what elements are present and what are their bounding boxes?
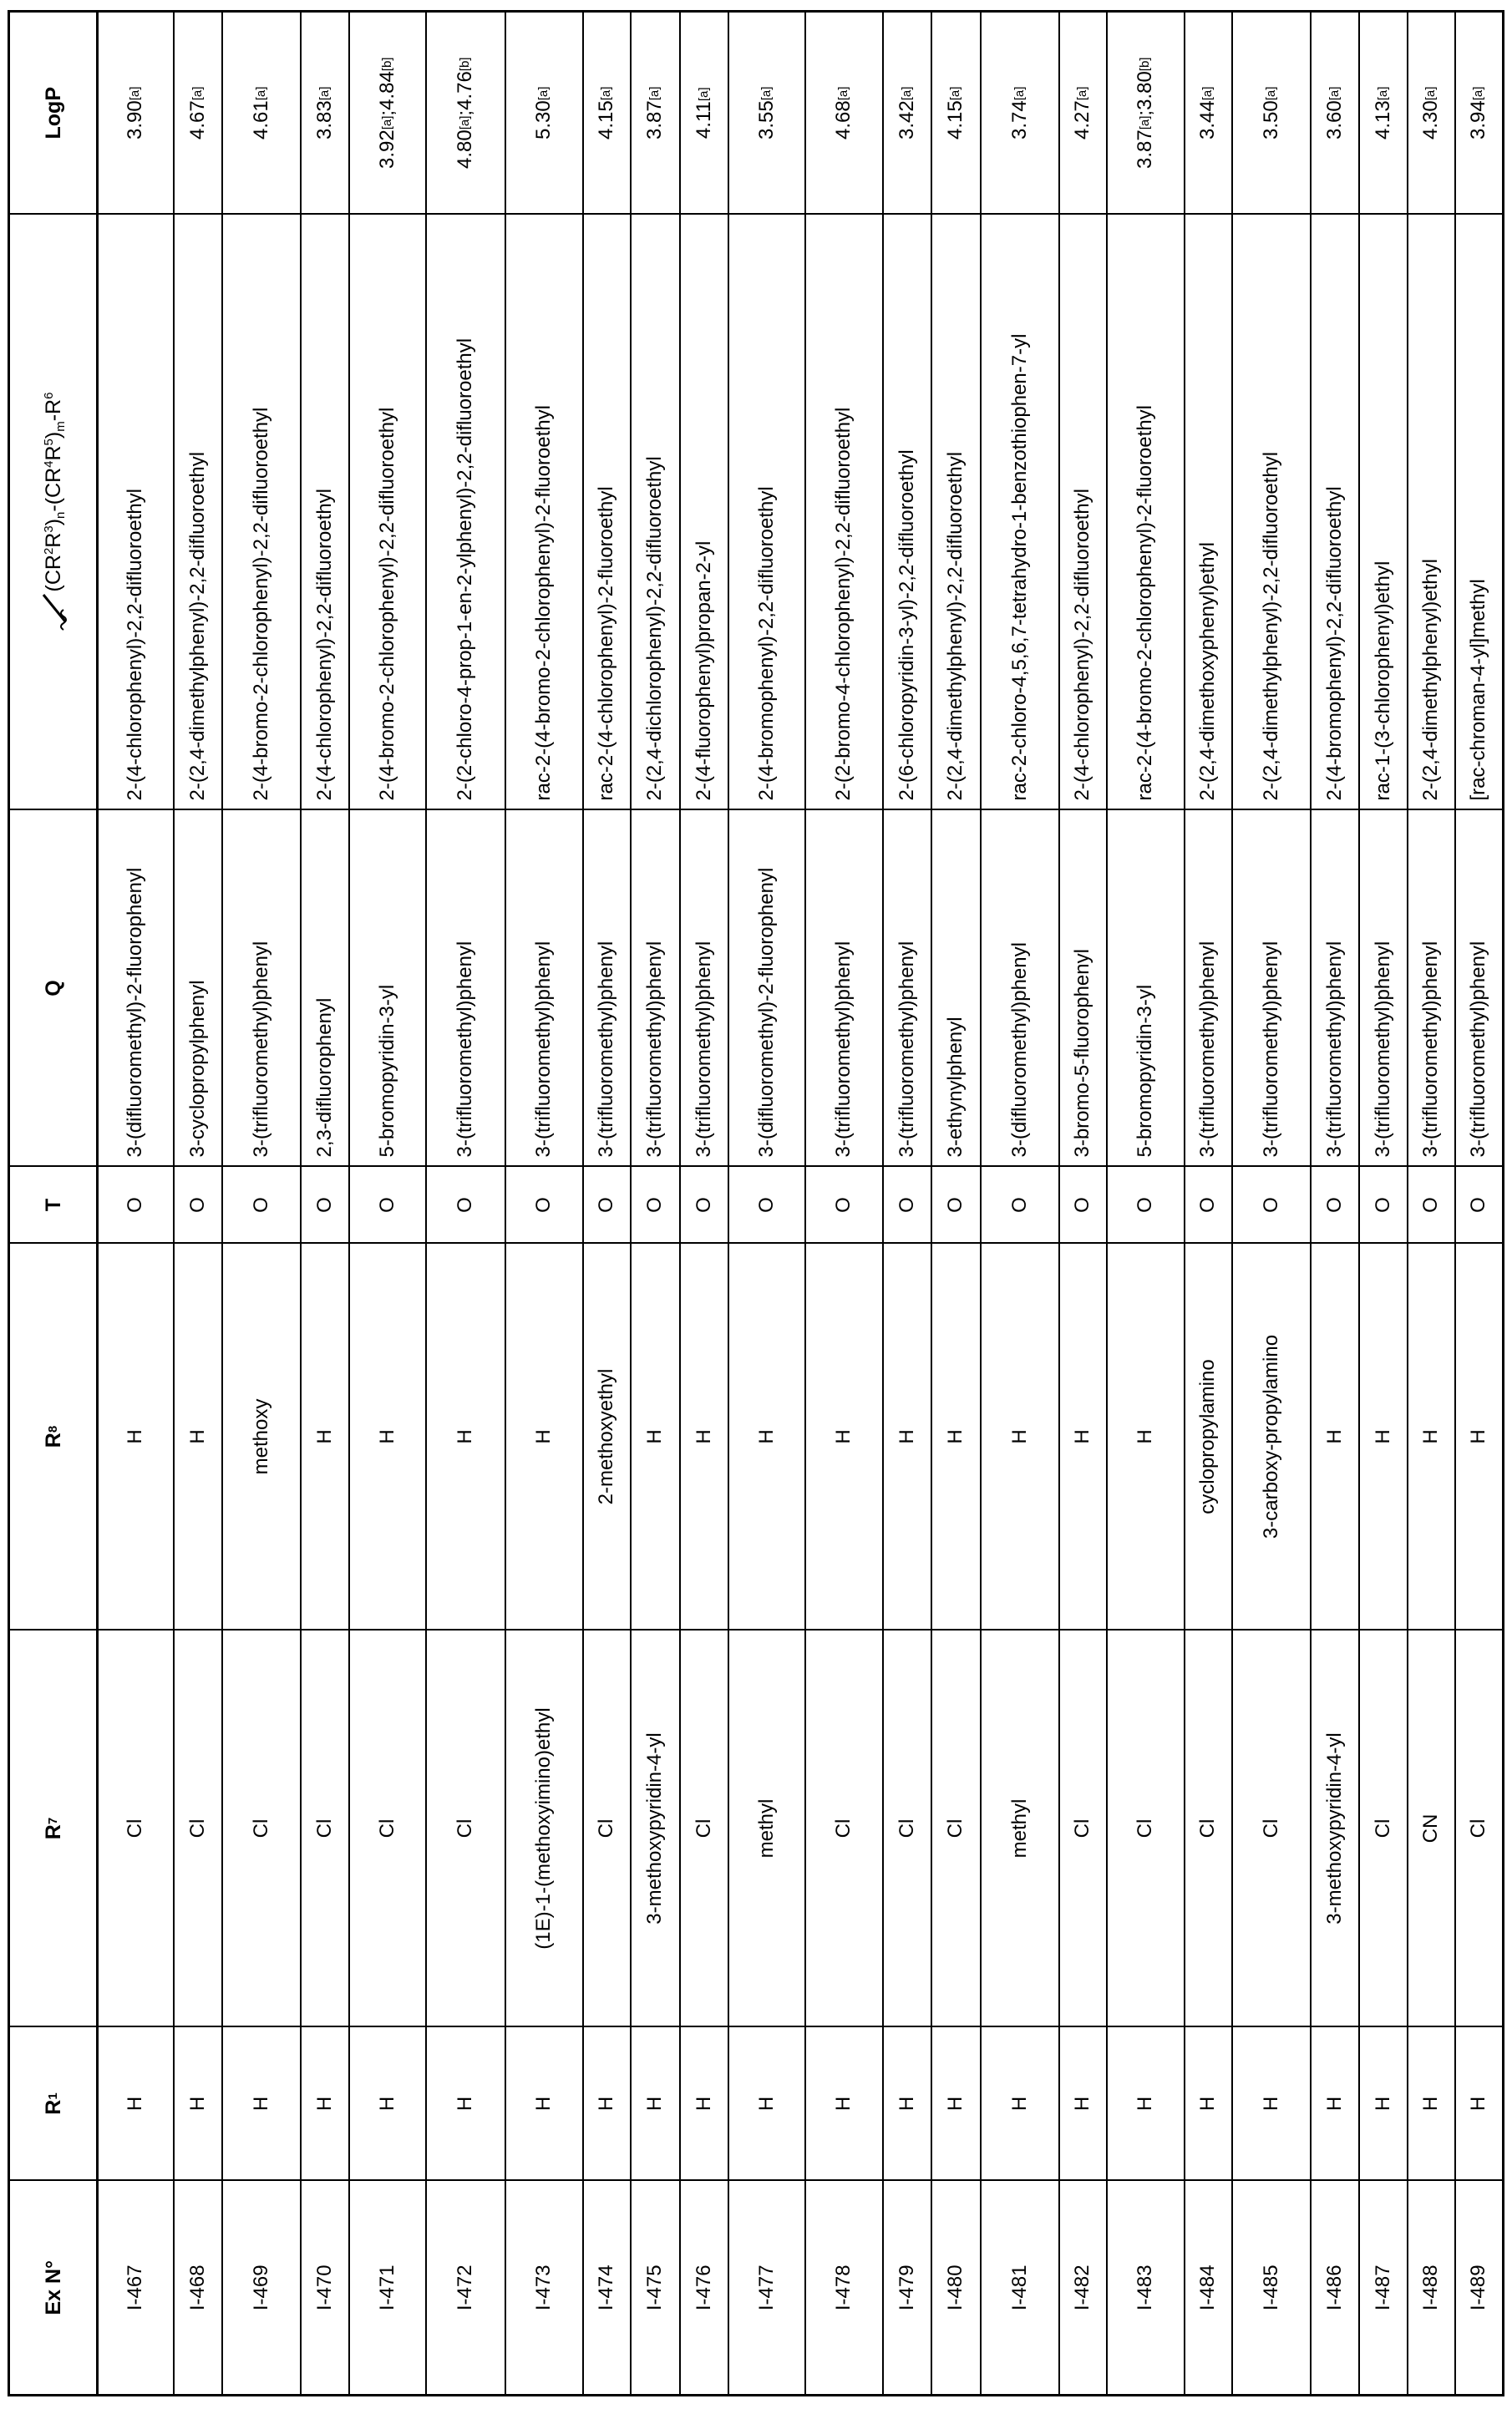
table-row <box>1455 12 1504 2396</box>
table-row <box>301 12 349 2396</box>
r7-cell: 3-methoxypyridin-4-yl <box>1311 1631 1359 2027</box>
logp-value: 5.30 <box>531 100 556 139</box>
t-cell: O <box>301 1167 349 1244</box>
r7-cell: methyl <box>981 1631 1059 2027</box>
r7-cell: Cl <box>174 1631 222 2027</box>
table-row <box>680 12 728 2396</box>
ex-cell: I-475 <box>631 2181 680 2396</box>
substituent-cell: 2-(4-bromophenyl)-2,2-difluoroethyl <box>1311 215 1359 810</box>
q-cell: 3-(trifluoromethyl)phenyl <box>1455 810 1504 1167</box>
header-substituent <box>9 215 98 810</box>
q-cell: 3-(trifluoromethyl)phenyl <box>805 810 883 1167</box>
logp-cell: 5.30 [a] <box>505 12 583 215</box>
r8-cell: H <box>1059 1244 1107 1631</box>
q-cell: 3-(trifluoromethyl)phenyl <box>505 810 583 1167</box>
ex-cell: I-473 <box>505 2181 583 2396</box>
r8-cell: H <box>1455 1244 1504 1631</box>
logp-value: 4.15 <box>943 100 968 139</box>
logp-value: 3.94 <box>1466 100 1491 139</box>
r7-cell: Cl <box>349 1631 426 2027</box>
r1-cell: H <box>931 2027 981 2181</box>
ex-cell: I-487 <box>1359 2181 1408 2396</box>
logp-value: 4.27 <box>1070 100 1095 139</box>
r8-cell: H <box>349 1244 426 1631</box>
logp-value: 3.55 <box>754 100 779 139</box>
logp-value: 4.67 <box>185 100 211 139</box>
header-t: T <box>9 1167 98 1244</box>
substituent-cell: 2-(2,4-dimethylphenyl)-2,2-difluoroethyl <box>174 215 222 810</box>
logp-cell: 4.61 [a] <box>222 12 301 215</box>
r1-cell: H <box>349 2027 426 2181</box>
t-cell: O <box>1107 1167 1185 1244</box>
t-cell: O <box>981 1167 1059 1244</box>
header-logp: LogP <box>9 12 98 215</box>
r1-cell: H <box>1107 2027 1185 2181</box>
table-row <box>1359 12 1408 2396</box>
table-row <box>805 12 883 2396</box>
q-cell: 3-(trifluoromethyl)phenyl <box>883 810 931 1167</box>
ex-cell: I-488 <box>1408 2181 1455 2396</box>
table-row <box>1408 12 1455 2396</box>
logp-value: 3.74 <box>1007 100 1033 139</box>
q-cell: 3-ethynylphenyl <box>931 810 981 1167</box>
t-cell: O <box>222 1167 301 1244</box>
q-cell: 3-(trifluoromethyl)phenyl <box>1359 810 1408 1167</box>
logp-cell: 3.83 [a] <box>301 12 349 215</box>
table-row <box>98 12 174 2396</box>
substituent-cell: 2-(2-bromo-4-chlorophenyl)-2,2-difluoroethyl <box>805 215 883 810</box>
r1-cell: H <box>883 2027 931 2181</box>
logp-cell: 3.74 [a] <box>981 12 1059 215</box>
logp-cell: 4.11 [a] <box>680 12 728 215</box>
substituent-cell: 2-(6-chloropyridin-3-yl)-2,2-difluoroethyl <box>883 215 931 810</box>
r8-cell: H <box>883 1244 931 1631</box>
table-row <box>1311 12 1359 2396</box>
q-cell: 3-(trifluoromethyl)phenyl <box>1311 810 1359 1167</box>
r7-cell: 3-methoxypyridin-4-yl <box>631 1631 680 2027</box>
logp-cell: 3.87 [a] ; 3.80 [b] <box>1107 12 1185 215</box>
r1-cell: H <box>1408 2027 1455 2181</box>
substituent-cell: rac-1-(3-chlorophenyl)ethyl <box>1359 215 1408 810</box>
substituent-cell: 2-(2,4-dimethylphenyl)-2,2-difluoroethyl <box>931 215 981 810</box>
r8-cell: H <box>805 1244 883 1631</box>
r1-cell: H <box>1059 2027 1107 2181</box>
logp-cell: 4.15 [a] <box>931 12 981 215</box>
q-cell: 3-(trifluoromethyl)phenyl <box>222 810 301 1167</box>
r8-cell: methoxy <box>222 1244 301 1631</box>
substituent-cell: 2-(4-bromo-2-chlorophenyl)-2,2-difluoroethyl <box>349 215 426 810</box>
t-cell: O <box>1232 1167 1311 1244</box>
substituent-cell: rac-2-(4-chlorophenyl)-2-fluoroethyl <box>583 215 631 810</box>
ex-cell: I-476 <box>680 2181 728 2396</box>
table-row <box>1059 12 1107 2396</box>
r7-cell: Cl <box>1232 1631 1311 2027</box>
ex-cell: I-483 <box>1107 2181 1185 2396</box>
r1-cell: H <box>1232 2027 1311 2181</box>
logp-cell: 4.27 [a] <box>1059 12 1107 215</box>
ex-cell: I-478 <box>805 2181 883 2396</box>
r8-cell: H <box>426 1244 505 1631</box>
r7-cell: Cl <box>680 1631 728 2027</box>
ex-cell: I-481 <box>981 2181 1059 2396</box>
r8-cell: 2-methoxyethyl <box>583 1244 631 1631</box>
r1-cell: H <box>583 2027 631 2181</box>
table-row <box>349 12 426 2396</box>
q-cell: 3-(difluoromethyl)phenyl <box>981 810 1059 1167</box>
r7-cell: Cl <box>301 1631 349 2027</box>
wavy-bond-icon <box>38 593 68 631</box>
logp-cell: 4.68 [a] <box>805 12 883 215</box>
t-cell: O <box>1059 1167 1107 1244</box>
logp-value: 3.90 <box>123 100 148 139</box>
logp-cell: 4.67 [a] <box>174 12 222 215</box>
t-cell: O <box>805 1167 883 1244</box>
logp-value: 4.11 <box>692 101 717 139</box>
substituent-cell: rac-2-(4-bromo-2-chlorophenyl)-2-fluoroethyl <box>1107 215 1185 810</box>
r1-cell: H <box>98 2027 174 2181</box>
logp-value: 4.13 <box>1371 100 1396 139</box>
t-cell: O <box>728 1167 805 1244</box>
logp-value: 3.87 <box>642 100 667 139</box>
q-cell: 3-cyclopropylphenyl <box>174 810 222 1167</box>
t-cell: O <box>1185 1167 1232 1244</box>
q-cell: 3-(trifluoromethyl)phenyl <box>583 810 631 1167</box>
r8-cell: H <box>1107 1244 1185 1631</box>
logp-cell: 3.87 [a] <box>631 12 680 215</box>
substituent-cell: 2-(4-chlorophenyl)-2,2-difluoroethyl <box>1059 215 1107 810</box>
r8-cell: H <box>631 1244 680 1631</box>
r8-cell: H <box>1359 1244 1408 1631</box>
substituent-cell: 2-(4-chlorophenyl)-2,2-difluoroethyl <box>301 215 349 810</box>
r7-cell: Cl <box>583 1631 631 2027</box>
r1-cell: H <box>728 2027 805 2181</box>
logp-cell: 4.15 [a] <box>583 12 631 215</box>
substituent-cell: 2-(4-bromophenyl)-2,2-difluoroethyl <box>728 215 805 810</box>
t-cell: O <box>1311 1167 1359 1244</box>
logp-cell: 3.42 [a] <box>883 12 931 215</box>
ex-cell: I-482 <box>1059 2181 1107 2396</box>
logp-value: 4.15 <box>594 100 619 139</box>
ex-cell: I-471 <box>349 2181 426 2396</box>
r7-cell: Cl <box>883 1631 931 2027</box>
r8-cell: 3-carboxy-propylamino <box>1232 1244 1311 1631</box>
q-cell: 3-bromo-5-fluorophenyl <box>1059 810 1107 1167</box>
ex-cell: I-472 <box>426 2181 505 2396</box>
logp-cell: 4.80 [a] ; 4.76 [b] <box>426 12 505 215</box>
logp-value: 4.61 <box>249 100 274 139</box>
logp-value: 3.44 <box>1195 100 1220 139</box>
logp-value: 3.87 <box>1133 129 1158 169</box>
r8-cell: H <box>931 1244 981 1631</box>
logp-cell: 3.60 [a] <box>1311 12 1359 215</box>
substituent-cell: 2-(2,4-dimethoxyphenyl)ethyl <box>1185 215 1232 810</box>
table-body <box>98 12 1504 2396</box>
t-cell: O <box>1408 1167 1455 1244</box>
logp-value: 3.83 <box>312 100 337 139</box>
r1-cell: H <box>680 2027 728 2181</box>
r8-cell: H <box>98 1244 174 1631</box>
logp-cell: 4.30 [a] <box>1408 12 1455 215</box>
r1-cell: H <box>1311 2027 1359 2181</box>
t-cell: O <box>883 1167 931 1244</box>
r7-cell: Cl <box>98 1631 174 2027</box>
table-row <box>174 12 222 2396</box>
substituent-cell: 2-(2,4-dichlorophenyl)-2,2-difluoroethyl <box>631 215 680 810</box>
t-cell: O <box>1455 1167 1504 1244</box>
t-cell: O <box>426 1167 505 1244</box>
t-cell: O <box>680 1167 728 1244</box>
ex-cell: I-489 <box>1455 2181 1504 2396</box>
r7-cell: Cl <box>1107 1631 1185 2027</box>
substituent-cell: 2-(2-chloro-4-prop-1-en-2-ylphenyl)-2,2-difluoroethyl <box>426 215 505 810</box>
t-cell: O <box>631 1167 680 1244</box>
logp-cell: 3.94 [a] <box>1455 12 1504 215</box>
table-row <box>426 12 505 2396</box>
r7-cell: Cl <box>1059 1631 1107 2027</box>
substituent-cell: 2-(4-bromo-2-chlorophenyl)-2,2-difluoroethyl <box>222 215 301 810</box>
header-ex: Ex N° <box>9 2181 98 2396</box>
ex-cell: I-467 <box>98 2181 174 2396</box>
logp-value: 3.60 <box>1322 100 1347 139</box>
substituent-cell: 2-(2,4-dimethylphenyl)ethyl <box>1408 215 1455 810</box>
r1-cell: H <box>1455 2027 1504 2181</box>
table-row <box>883 12 931 2396</box>
substituent-cell: rac-2-chloro-4,5,6,7-tetrahydro-1-benzothiophen-7-yl <box>981 215 1059 810</box>
table-row <box>222 12 301 2396</box>
header-r1: R 1 <box>9 2027 98 2181</box>
t-cell: O <box>583 1167 631 1244</box>
logp-cell: 4.13 [a] <box>1359 12 1408 215</box>
compound-table <box>8 10 1504 2396</box>
logp-value: 4.76 <box>453 71 478 110</box>
ex-cell: I-485 <box>1232 2181 1311 2396</box>
logp-value: 3.50 <box>1259 100 1284 139</box>
logp-value: 3.42 <box>895 100 920 139</box>
r1-cell: H <box>301 2027 349 2181</box>
t-cell: O <box>1359 1167 1408 1244</box>
logp-cell: 3.90 [a] <box>98 12 174 215</box>
table-row <box>583 12 631 2396</box>
ex-cell: I-484 <box>1185 2181 1232 2396</box>
r7-cell: CN <box>1408 1631 1455 2027</box>
substituent-cell: 2-(2,4-dimethylphenyl)-2,2-difluoroethyl <box>1232 215 1311 810</box>
substituent-formula: (CR2R3)n-(CR4R5)m-R6 <box>41 393 66 592</box>
logp-cell: 3.92 [a] ; 4.84 [b] <box>349 12 426 215</box>
r1-cell: H <box>1359 2027 1408 2181</box>
logp-value: 4.68 <box>831 100 856 139</box>
r7-cell: Cl <box>1455 1631 1504 2027</box>
r8-cell: H <box>981 1244 1059 1631</box>
table-row <box>505 12 583 2396</box>
ex-cell: I-474 <box>583 2181 631 2396</box>
r1-cell: H <box>631 2027 680 2181</box>
r1-cell: H <box>505 2027 583 2181</box>
table-row <box>1232 12 1311 2396</box>
ex-cell: I-479 <box>883 2181 931 2396</box>
r7-cell: Cl <box>222 1631 301 2027</box>
r7-cell: Cl <box>1185 1631 1232 2027</box>
ex-cell: I-480 <box>931 2181 981 2396</box>
r7-cell: Cl <box>426 1631 505 2027</box>
logp-cell: 3.44 [a] <box>1185 12 1232 215</box>
ex-cell: I-486 <box>1311 2181 1359 2396</box>
logp-value: 4.80 <box>453 129 478 169</box>
table-row <box>931 12 981 2396</box>
ex-cell: I-477 <box>728 2181 805 2396</box>
table-row <box>631 12 680 2396</box>
r8-cell: H <box>174 1244 222 1631</box>
r8-cell: H <box>301 1244 349 1631</box>
r8-cell: H <box>728 1244 805 1631</box>
q-cell: 5-bromopyridin-3-yl <box>1107 810 1185 1167</box>
ex-cell: I-468 <box>174 2181 222 2396</box>
r8-cell: H <box>505 1244 583 1631</box>
logp-value: 4.84 <box>375 71 400 110</box>
logp-cell: 3.55 [a] <box>728 12 805 215</box>
header-q: Q <box>9 810 98 1167</box>
r7-cell: Cl <box>805 1631 883 2027</box>
r1-cell: H <box>222 2027 301 2181</box>
header-r7: R 7 <box>9 1631 98 2027</box>
q-cell: 2,3-difluorophenyl <box>301 810 349 1167</box>
table-row <box>728 12 805 2396</box>
r1-cell: H <box>1185 2027 1232 2181</box>
r8-cell: cyclopropylamino <box>1185 1244 1232 1631</box>
r7-cell: Cl <box>1359 1631 1408 2027</box>
q-cell: 3-(trifluoromethyl)phenyl <box>1185 810 1232 1167</box>
logp-cell: 3.50 [a] <box>1232 12 1311 215</box>
q-cell: 5-bromopyridin-3-yl <box>349 810 426 1167</box>
r1-cell: H <box>426 2027 505 2181</box>
ex-cell: I-469 <box>222 2181 301 2396</box>
substituent-cell: [rac-chroman-4-yl]methyl <box>1455 215 1504 810</box>
r7-cell: methyl <box>728 1631 805 2027</box>
t-cell: O <box>98 1167 174 1244</box>
q-cell: 3-(difluoromethyl)-2-fluorophenyl <box>98 810 174 1167</box>
table-row <box>1185 12 1232 2396</box>
logp-value: 3.92 <box>375 129 400 169</box>
r1-cell: H <box>805 2027 883 2181</box>
logp-value: 3.80 <box>1133 71 1158 110</box>
r1-cell: H <box>981 2027 1059 2181</box>
r1-cell: H <box>174 2027 222 2181</box>
rotated-table-container <box>8 13 1502 2396</box>
t-cell: O <box>174 1167 222 1244</box>
t-cell: O <box>349 1167 426 1244</box>
header-row <box>9 12 98 2396</box>
r7-cell: (1E)-1-(methoxyimino)ethyl <box>505 1631 583 2027</box>
logp-value: 4.30 <box>1418 100 1444 139</box>
q-cell: 3-(trifluoromethyl)phenyl <box>680 810 728 1167</box>
q-cell: 3-(trifluoromethyl)phenyl <box>1408 810 1455 1167</box>
substituent-cell: rac-2-(4-bromo-2-chlorophenyl)-2-fluoroethyl <box>505 215 583 810</box>
substituent-cell: 2-(4-fluorophenyl)propan-2-yl <box>680 215 728 810</box>
header-r8: R 8 <box>9 1244 98 1631</box>
r7-cell: Cl <box>931 1631 981 2027</box>
table-row <box>981 12 1059 2396</box>
q-cell: 3-(trifluoromethyl)phenyl <box>631 810 680 1167</box>
table-row <box>1107 12 1185 2396</box>
r8-cell: H <box>1408 1244 1455 1631</box>
t-cell: O <box>505 1167 583 1244</box>
r8-cell: H <box>1311 1244 1359 1631</box>
r8-cell: H <box>680 1244 728 1631</box>
t-cell: O <box>931 1167 981 1244</box>
q-cell: 3-(trifluoromethyl)phenyl <box>1232 810 1311 1167</box>
ex-cell: I-470 <box>301 2181 349 2396</box>
q-cell: 3-(trifluoromethyl)phenyl <box>426 810 505 1167</box>
substituent-cell: 2-(4-chlorophenyl)-2,2-difluoroethyl <box>98 215 174 810</box>
q-cell: 3-(difluoromethyl)-2-fluorophenyl <box>728 810 805 1167</box>
